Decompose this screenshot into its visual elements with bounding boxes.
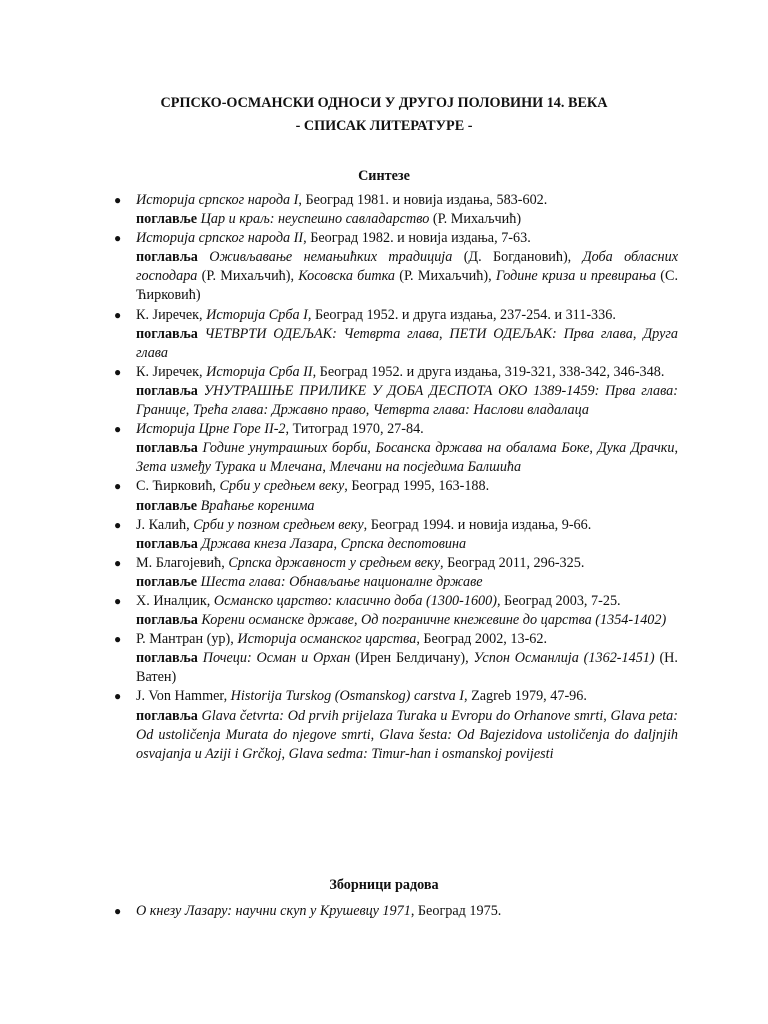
citation-text: , Београд 1982. и новија издања, 7-63. (303, 230, 531, 247)
italic-title-text: Млечани на посједима Балшића (329, 459, 522, 476)
reference-list-syntheses (110, 191, 678, 764)
italic-title-text: Историја османског царства (237, 631, 417, 648)
citation-text: , (281, 745, 289, 762)
reference-citation (136, 516, 678, 535)
reference-item (110, 516, 678, 554)
bullet-icon: ● (114, 555, 122, 570)
citation-text: Х. Иналџик, (136, 592, 214, 609)
citation-text: М. Благојевић, (136, 554, 229, 571)
italic-title-text: Историја Црне Горе II-2 (136, 421, 286, 438)
reference-citation (136, 420, 678, 439)
citation-text: (С. Ћирковић) (136, 268, 678, 304)
citation-text: J. Von Hammer, (136, 688, 231, 705)
section-heading-proceedings: Зборници радова (329, 877, 439, 893)
italic-title-text: Glava šesta: Od Bajezidova ustoličenja do daljnjih osvajanja u Aziji i Grčkoj (136, 726, 679, 762)
reference-item (110, 363, 678, 420)
italic-title-text: Трећа глава: Државно право (192, 402, 366, 419)
italic-title-text: Четврта глава: Наслови владалаца (372, 402, 589, 419)
italic-title-text: Historija Turskog (Osmanskog) carstva I (230, 688, 464, 705)
reference-chapters (136, 649, 678, 687)
citation-text: , Београд 2011, 296-325. (440, 554, 585, 571)
italic-title-text: Glava četvrta: Od prvih prijelaza Turaka u Evropu do Orhanove smrti (197, 707, 604, 724)
reference-citation (136, 306, 678, 325)
citation-text: , (367, 440, 376, 457)
reference-citation (136, 902, 678, 921)
reference-chapters (136, 210, 678, 229)
reference-chapters (136, 497, 678, 516)
reference-citation (136, 554, 678, 573)
italic-title-text: Историја српског народа II (136, 230, 304, 247)
reference-chapters (136, 382, 678, 420)
citation-text: С. Ћирковић, (136, 478, 220, 495)
citation-text: , Београд 1994. и новија издања, 9-66. (363, 516, 592, 533)
citation-text: , (370, 726, 380, 743)
reference-chapters (136, 439, 678, 477)
citation-text: , Београд 1952. и друга издања, 319-321, 338-342, 346-348. (312, 363, 665, 380)
reference-chapters (136, 248, 678, 305)
reference-citation (136, 592, 678, 611)
reference-item (110, 554, 678, 592)
reference-item (110, 306, 678, 363)
chapter-label: поглавље (136, 573, 198, 590)
bullet-icon: ● (114, 632, 122, 647)
italic-title-text: Косовска битка (298, 268, 395, 285)
italic-title-text: Срби у средњем веку (219, 478, 345, 495)
reference-chapters (136, 611, 678, 630)
chapter-label: поглавља (136, 707, 198, 724)
italic-title-text: Срби у позном средњем веку (193, 516, 364, 533)
bullet-icon: ● (114, 689, 122, 704)
italic-title-text: Од пограничне кнежевине до царства (1354-1402) (361, 612, 667, 629)
chapter-label: поглавље (136, 211, 198, 228)
italic-title-text: Glava sedma: Timur-han i osmanskoj povijesti (288, 745, 554, 762)
citation-text: , Титоград 1970, 27-84. (285, 421, 424, 438)
reference-item (110, 902, 678, 921)
reference-citation (136, 229, 678, 248)
citation-text: , (632, 325, 644, 342)
reference-item (110, 630, 678, 687)
reference-citation (136, 191, 678, 210)
reference-citation (136, 363, 678, 382)
citation-text: Ј. Калић, (136, 516, 194, 533)
italic-title-text: Српска државност у средњем веку (228, 554, 440, 571)
italic-title-text: Босанска држава на обалама Боке (375, 440, 590, 457)
chapter-label: поглавља (136, 325, 198, 342)
citation-text: (Р. Михаљчић) (429, 211, 522, 228)
citation-text: , (353, 612, 362, 629)
citation-text: (Р. Михаљчић), (395, 268, 496, 285)
citation-text: , Београд 1952. и друга издања, 237-254. и 311-336. (307, 306, 616, 323)
citation-text: (Н. Ватен) (136, 650, 678, 686)
italic-title-text: Враћање коренима (197, 497, 315, 514)
reference-item (110, 420, 678, 477)
italic-title-text: Корени османске државе (197, 612, 354, 629)
italic-title-text: УНУТРАШЊЕ ПРИЛИКЕ У ДОБА ДЕСПОТА ОКО 1389-1459: Прва глава: Границе (136, 382, 678, 419)
chapter-label: поглавља (136, 440, 198, 457)
reference-list-proceedings (110, 902, 678, 921)
italic-title-text: Османско царство: класично доба (1300-1600) (213, 592, 497, 609)
italic-title-text: О кнезу Лазару: научни скуп у Крушевцу 1971 (136, 903, 411, 919)
reference-chapters (136, 573, 678, 592)
italic-title-text: Доба обласних господара (136, 249, 678, 285)
citation-text: (Д. Богдановић), (452, 249, 583, 266)
reference-chapters (136, 325, 678, 363)
chapter-label: поглавља (136, 535, 198, 552)
citation-text: , Београд 2003, 7-25. (496, 592, 621, 609)
citation-text: , (589, 440, 598, 457)
bullet-icon: ● (114, 422, 122, 437)
page-title: СРПСКО-ОСМАНСКИ ОДНОСИ У ДРУГОЈ ПОЛОВИНИ 14. ВЕКА (160, 95, 608, 111)
italic-title-text: ЧЕТВРТИ ОДЕЉАК: Четврта глава (197, 325, 440, 342)
italic-title-text: Држава кнеза Лазара (197, 535, 334, 552)
citation-text: (Р. Михаљчић), (197, 268, 299, 285)
chapter-label: поглавља (136, 382, 198, 399)
section-heading-syntheses: Синтезе (358, 168, 410, 184)
citation-text: , (333, 535, 341, 552)
citation-text: , (365, 402, 373, 419)
citation-text: , Zagreb 1979, 47-96. (463, 688, 587, 705)
italic-title-text: Почеци: Осман и Орхан (197, 650, 351, 667)
reference-citation (136, 477, 678, 496)
italic-title-text: Српска деспотовина (340, 535, 467, 552)
citation-text: , (674, 440, 678, 457)
reference-citation (136, 630, 678, 649)
citation-text: , Београд 1975. (410, 903, 502, 919)
bullet-icon: ● (114, 307, 122, 322)
bullet-icon: ● (114, 904, 122, 918)
italic-title-text: Историја Срба II (206, 363, 313, 380)
italic-title-text: Успон Османлија (1362-1451) (473, 650, 655, 667)
italic-title-text: Цар и краљ: неуспешно савладарство (197, 211, 430, 228)
italic-title-text: Дука Драчки (597, 440, 675, 457)
page-subtitle: - СПИСАК ЛИТЕРАТУРЕ - (295, 118, 473, 134)
citation-text: , (322, 459, 330, 476)
bullet-icon: ● (114, 231, 122, 246)
citation-text: К. Јиречек, (136, 306, 207, 323)
italic-title-text: Друга глава (136, 325, 679, 361)
italic-title-text: Године криза и превирања (495, 268, 657, 285)
citation-text: , Београд 1995, 163-188. (344, 478, 490, 495)
citation-text: , Београд 2002, 13-62. (416, 631, 548, 648)
italic-title-text: Оживљавање немањићких традиција (197, 249, 453, 266)
bullet-icon: ● (114, 193, 122, 207)
citation-text: (Ирен Белдичану), (350, 650, 474, 667)
italic-title-text: Зета између Турака и Млечана (136, 459, 323, 476)
citation-text: , (185, 402, 193, 419)
bullet-icon: ● (114, 593, 122, 608)
citation-text: Р. Мантран (ур), (136, 631, 238, 648)
citation-text: , Београд 1981. и новија издања, 583-602. (298, 192, 548, 208)
reference-chapters (136, 707, 678, 764)
italic-title-text: Glava peta: Od ustoličenja Murata do njegove smrti (136, 707, 679, 743)
italic-title-text: ПЕТИ ОДЕЉАК: Прва глава (449, 325, 633, 342)
reference-item (110, 477, 678, 515)
chapter-label: поглавља (136, 249, 198, 266)
citation-text: К. Јиречек, (136, 363, 207, 380)
bullet-icon: ● (114, 517, 122, 532)
reference-item (110, 592, 678, 630)
chapter-label: поглавља (136, 612, 198, 629)
italic-title-text: Шеста глава: Обнављање националне државе (197, 573, 483, 590)
italic-title-text: Године унутрашњих борби (197, 440, 368, 457)
bullet-icon: ● (114, 364, 122, 379)
citation-text: , (603, 707, 611, 724)
italic-title-text: Историја Срба I (206, 306, 308, 323)
reference-citation (136, 687, 678, 706)
chapter-label: поглавља (136, 650, 198, 667)
citation-text: , (439, 325, 450, 342)
reference-item (110, 687, 678, 763)
chapter-label: поглавље (136, 497, 198, 514)
italic-title-text: Историја српског народа I (136, 192, 299, 208)
reference-item (110, 229, 678, 305)
reference-item (110, 191, 678, 229)
bullet-icon: ● (114, 479, 122, 494)
reference-chapters (136, 535, 678, 554)
